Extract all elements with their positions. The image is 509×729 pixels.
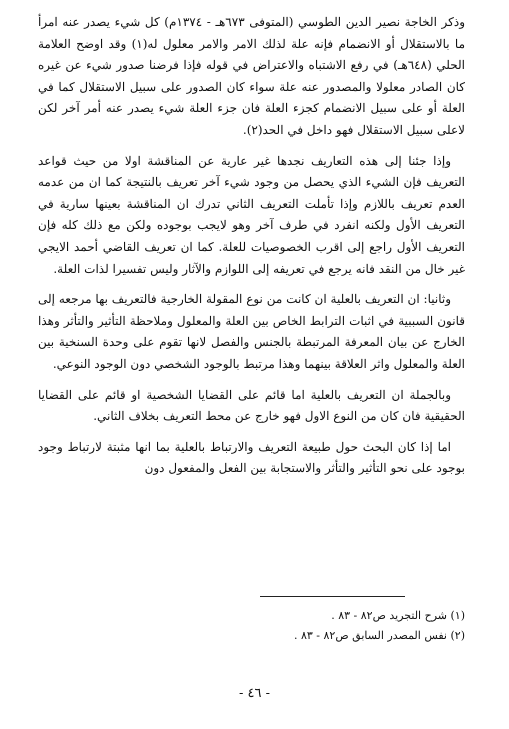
- paragraph-4: وبالجملة ان التعريف بالعلية اما قائم على القضايا الشخصية او قائم على القضايا الحقيقية فان كان من النوع الاول فهو خارج عن محط التعريف بخلاف الثاني.: [38, 387, 465, 424]
- footnote-divider: [260, 596, 405, 597]
- footnotes: [45, 606, 465, 646]
- page-number: - ٤٦ -: [238, 686, 271, 701]
- paragraph-1: وذكر الخاجة نصير الدين الطوسي (المتوفى ٦٧٣هـ - ١٣٧٤م) كل شيء يصدر عنه امرأ ما بالاستقلال أو الانضمام فإنه علة لذلك الامر والامر معلول له(١) وقد اوضح العلامة الحلي (٦٤٨هـ) في رفع الاشتباه والاعتراض في قوله فإذا فرضنا صدور شيء عن غيره كان الصادر معلولا والمصدور عنه علة سواء كان الصدور على سبيل الاستقلال كما في العلة أو على سبيل الانضمام كجزء العلة فان جزء العلة شيء يصدر عنه أمر آخر لكن لاعلى سبيل الاستقلال فهو داخل في الحد(٢).: [38, 15, 466, 137]
- footnote-1: (١) شرح التجريد ص٨٢ - ٨٣ .: [331, 609, 465, 622]
- main-text: [38, 12, 465, 489]
- paragraph-2: وإذا جئنا إلى هذه التعاريف نجدها غير عارية عن المناقشة اولا من حيث قواعد التعريف فإن الشيء الذي يحصل من وجود شيء آخر تعريف بالنتيجة كما ان من عدمه العدم تعريف باللازم وإذا تأملت التعريف الثاني تدرك ان المناقشة بعينها سارية في التعريف الأول ولكنه انفرد في طرف آخر وهو لايجب بوجوده ولكن مع ذلك كله فإن التعريف الأول راجع إلى اقرب الخصوصيات للعلة. كما ان تعريف القاضي أحمد الايجي غير خال من النقد فانه يرجع في تعريفه إلى اللوازم والآثار وليس تفسيرا لذات العلة.: [38, 153, 465, 276]
- paragraph-3: وثانيا: ان التعريف بالعلية ان كانت من نوع المقولة الخارجية فالتعريف بها مرجعه إلى قانون السببية في اثبات الترابط الخاص بين العلة والمعلول وملاحظة التأثير والتأثر وهذا الخارج عن بيان المعرفة المرتبطة بالجنس والفصل لانها تقوم على وحدة السنخية بين العلة والمعلول واثر العلاقة بينهما وهذا مرتبط بالوجود الشخصي دون الوجود النوعي.: [38, 292, 465, 371]
- paragraph-5: اما إذا كان البحث حول طبيعة التعريف والارتباط بالعلية بما انها مثبتة لارتباط وجود بوجود على نحو التأثير والتأثر والاستجابة بين الفعل والمفعول دون: [38, 439, 465, 476]
- footnote-2: (٢) نفس المصدر السابق ص٨٢ - ٨٣ .: [293, 629, 465, 642]
